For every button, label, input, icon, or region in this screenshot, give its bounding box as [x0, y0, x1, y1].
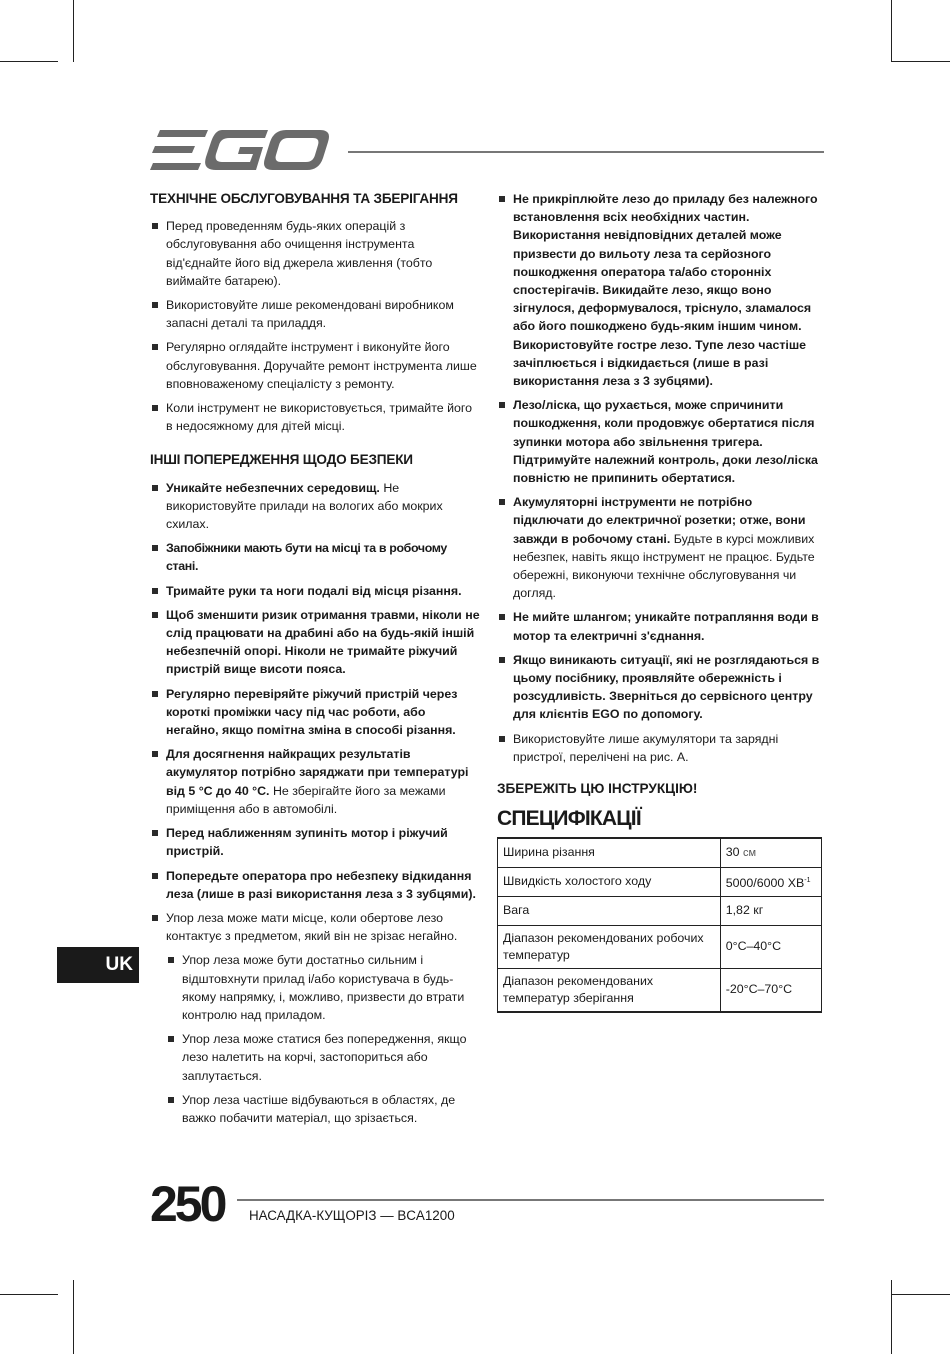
list-item: Використовуйте лише акумулятори та зарядні пристрої, перелічені на рис. A.: [497, 730, 825, 766]
table-row: [498, 896, 822, 925]
list-item: Використовуйте лише рекомендовані виробником запасні деталі та приладдя.: [150, 296, 480, 332]
header-rule: [348, 151, 824, 153]
list-item: Не мийте шлангом; уникайте потрапляння води в мотор та електричні з'єднання.: [497, 608, 825, 644]
footer-rule: [237, 1199, 824, 1201]
sub-list-item: Упор леза може статися без попередження, якщо лезо налетить на корчі, застопориться або заплутається.: [166, 1030, 480, 1085]
list-item: Упор леза може мати місце, коли обертове лезо контактує з предметом, який він не зрізає негайно. Упор леза може бути достатньо сильним і відштовхнути прилад і/або користувача в будь-якому напрямку, і, можливо, призвести до втрати контролю над приладом. Упор леза може статися без попередження, якщо лезо налетить на корчі, застопориться або заплутається. Упор леза частіше відбуваються в областях, де важко побачити матеріал, що зрізається.: [150, 909, 480, 1127]
list-item: Запобіжники мають бути на місці та в робочому стані.: [150, 539, 480, 575]
maintenance-list: [150, 217, 480, 435]
left-column: [150, 190, 480, 1133]
maintenance-heading: ТЕХНІЧНЕ ОБСЛУГОВУВАННЯ ТА ЗБЕРІГАННЯ: [150, 191, 458, 206]
list-item: Якщо виникають ситуації, які не розглядаються в цьому посібнику, проявляйте обережність і розсудливість. Зверніться до сервісного центру для клієнтів EGO по допомогу.: [497, 651, 825, 724]
specifications-title: СПЕЦИФІКАЦІЇ: [497, 807, 641, 831]
crop-mark: [73, 1280, 74, 1354]
table-row: [498, 925, 822, 968]
table-row: [498, 838, 822, 868]
spec-value: 30 см: [720, 838, 821, 868]
crop-mark: [891, 61, 950, 62]
safety-list: [150, 479, 480, 1128]
warnings-list: [497, 190, 825, 766]
spec-value: -20°C–70°C: [720, 968, 821, 1012]
spec-label: Швидкість холостого ходу: [498, 867, 721, 896]
list-item: Не прикріплюйте лезо до приладу без належного встановлення всіх необхідних частин. Використання невідповідних деталей може призвести до вильоту леза та серйозного пошкодження оператора та/або сторонніх спостерігачів. Викидайте лезо, якщо воно зігнулося, деформувалося, тріснуло, зламалося або його пошкоджено будь-яким іншим чином. Використовуйте гостре лезо. Тупе лезо частіше зачіплюється і відкидається (лише в разі використання леза з 3 зубцями).: [497, 190, 825, 390]
list-item: Акумуляторні інструменти не потрібно підключати до електричної розетки; отже, вони завжди в робочому стані. Будьте в курсі можливих небезпек, навіть якщо інструмент не працює. Будьте обережні, виконуючи технічне обслуговування чи догляд.: [497, 493, 825, 602]
page-number: 250: [150, 1176, 225, 1232]
spec-value: 1,82 кг: [720, 896, 821, 925]
sub-list-item: Упор леза частіше відбуваються в областях, де важко побачити матеріал, що зрізається.: [166, 1091, 480, 1127]
spec-value: 0°C–40°C: [720, 925, 821, 968]
spec-label: Діапазон рекомендованих робочих температур: [498, 925, 721, 968]
crop-mark: [891, 1280, 892, 1354]
list-item: Уникайте небезпечних середовищ. Не використовуйте прилади на вологих або мокрих схилах.: [150, 479, 480, 534]
crop-mark: [73, 0, 74, 62]
ego-logo: [150, 130, 330, 170]
crop-mark: [891, 1294, 950, 1295]
save-instructions-note: ЗБЕРЕЖІТЬ ЦЮ ІНСТРУКЦІЮ!: [497, 781, 698, 797]
list-item: Лезо/ліска, що рухається, може спричинити пошкодження, коли продовжує обертатися після зупинки мотора або звільнення тригера. Підтримуйте належний контроль, доки лезо/ліска повністю не припинить обертатися.: [497, 396, 825, 487]
table-row: [498, 968, 822, 1012]
sub-list-item: Упор леза може бути достатньо сильним і відштовхнути прилад і/або користувача в будь-якому напрямку, і, можливо, призвести до втрати контролю над приладом.: [166, 951, 480, 1024]
spec-label: Діапазон рекомендованих температур зберігання: [498, 968, 721, 1012]
list-item: Для досягнення найкращих результатів акумулятор потрібно заряджати при температурі від 5 °C до 40 °C. Не зберігайте його за межами приміщення або в автомобілі.: [150, 745, 480, 818]
list-item: Регулярно оглядайте інструмент і виконуйте його обслуговування. Доручайте ремонт інструмента лише вповноваженому спеціалісту з ремонту.: [150, 338, 480, 393]
list-item: Коли інструмент не використовується, тримайте його в недосяжному для дітей місці.: [150, 399, 480, 435]
list-item: Попередьте оператора про небезпеку відкидання леза (лише в разі використання леза з 3 зубцями).: [150, 867, 480, 903]
safety-heading: ІНШІ ПОПЕРЕДЖЕННЯ ЩОДО БЕЗПЕКИ: [150, 452, 413, 468]
crop-mark: [891, 0, 892, 62]
footer-product-name: НАСАДКА-КУЩОРІЗ — BCA1200: [249, 1208, 455, 1223]
list-item: Щоб зменшити ризик отримання травми, ніколи не слід працювати на драбині або на будь-якій іншій небезпечній опорі. Ніколи не тримайте ріжучий пристрій вище висоти пояса.: [150, 606, 480, 679]
table-row: [498, 867, 822, 896]
crop-mark: [0, 61, 58, 62]
language-tab: UK: [57, 947, 139, 983]
list-item: Тримайте руки та ноги подалі від місця різання.: [150, 582, 480, 600]
list-item: Регулярно перевіряйте ріжучий пристрій через короткі проміжки часу під час роботи, або негайно, якщо помітна зміна в способі різання.: [150, 685, 480, 740]
list-item: Перед проведенням будь-яких операцій з обслуговування або очищення інструмента від'єднайте його від джерела живлення (тобто виймайте батарею).: [150, 217, 480, 290]
sub-list: [166, 951, 480, 1127]
spec-label: Ширина різання: [498, 838, 721, 868]
specifications-table: [497, 837, 822, 1013]
spec-label: Вага: [498, 896, 721, 925]
crop-mark: [0, 1294, 58, 1295]
right-column: [497, 190, 825, 1013]
spec-value: 5000/6000 $ХВ^{-1}$: [720, 867, 821, 896]
list-item: Перед наближенням зупиніть мотор і ріжучий пристрій.: [150, 824, 480, 860]
